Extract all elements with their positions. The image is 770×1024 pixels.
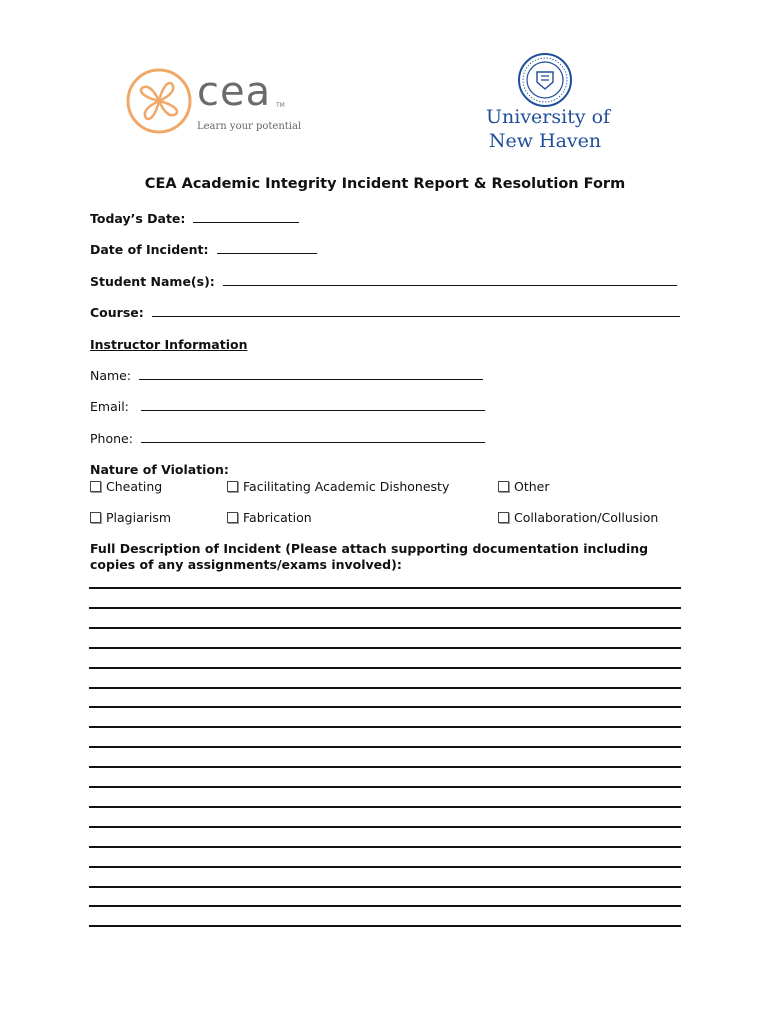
todays-date-field[interactable] (90, 211, 299, 226)
description-line[interactable] (89, 925, 681, 927)
instructor-email-line[interactable] (141, 399, 485, 411)
unh-name-line1: University of (486, 106, 611, 128)
student-names-field[interactable] (90, 274, 677, 289)
checkbox-icon[interactable] (227, 481, 238, 492)
option-label: Plagiarism (106, 510, 172, 525)
unh-name-line2: New Haven (488, 130, 602, 152)
description-line[interactable] (89, 826, 681, 828)
incident-date-line[interactable] (217, 242, 317, 254)
description-line[interactable] (89, 726, 681, 728)
description-line[interactable] (89, 846, 681, 848)
option-label: Fabrication (243, 510, 312, 525)
cea-tagline: Learn your potential (197, 121, 302, 132)
course-field[interactable] (90, 305, 680, 320)
checkbox-icon[interactable] (90, 512, 101, 523)
violation-option-fabrication[interactable] (227, 510, 312, 525)
description-line[interactable] (89, 667, 681, 669)
violation-option-plagiarism[interactable] (90, 510, 171, 525)
student-names-label: Student Name(s): (90, 274, 215, 289)
course-label: Course: (90, 305, 144, 320)
description-line[interactable] (89, 607, 681, 609)
option-label: Cheating (106, 479, 163, 494)
checkbox-icon[interactable] (90, 481, 101, 492)
description-line[interactable] (89, 786, 681, 788)
cea-flower-icon (124, 66, 194, 136)
instructor-phone-line[interactable] (141, 431, 485, 443)
incident-date-label: Date of Incident: (90, 242, 209, 257)
cea-logo (124, 66, 304, 138)
instructor-name-line[interactable] (139, 368, 483, 380)
description-line[interactable] (89, 886, 681, 888)
cea-wordmark: cea (197, 69, 272, 115)
student-names-line[interactable] (223, 274, 677, 286)
violation-option-other[interactable] (498, 479, 550, 494)
checkbox-icon[interactable] (227, 512, 238, 523)
instructor-heading: Instructor Information (90, 337, 248, 352)
option-label: Facilitating Academic Dishonesty (243, 479, 450, 494)
checkbox-icon[interactable] (498, 512, 509, 523)
description-line[interactable] (89, 587, 681, 589)
description-label: Full Description of Incident (Please attach supporting documentation including copies of any assignments/exams involved): (90, 541, 649, 572)
description-line[interactable] (89, 746, 681, 748)
violation-option-cheating[interactable] (90, 479, 162, 494)
description-line[interactable] (89, 627, 681, 629)
violation-heading: Nature of Violation: (90, 462, 229, 477)
violation-option-collaboration[interactable] (498, 510, 658, 525)
todays-date-label: Today’s Date: (90, 211, 186, 226)
todays-date-line[interactable] (193, 211, 299, 223)
instructor-name-field[interactable] (90, 368, 483, 383)
description-line[interactable] (89, 766, 681, 768)
description-line[interactable] (89, 866, 681, 868)
violation-option-facilitating[interactable] (227, 479, 449, 494)
description-line[interactable] (89, 706, 681, 708)
course-line[interactable] (152, 305, 680, 317)
instructor-phone-label: Phone: (90, 431, 133, 446)
unh-seal-icon (517, 52, 573, 108)
checkbox-icon[interactable] (498, 481, 509, 492)
instructor-email-field[interactable] (90, 399, 485, 414)
cea-trademark: TM (276, 102, 285, 109)
instructor-email-label: Email: (90, 399, 129, 414)
description-line[interactable] (89, 687, 681, 689)
description-line[interactable] (89, 905, 681, 907)
incident-date-field[interactable] (90, 242, 317, 257)
option-label: Other (514, 479, 550, 494)
option-label: Collaboration/Collusion (514, 510, 659, 525)
unh-logo (486, 52, 611, 156)
instructor-phone-field[interactable] (90, 431, 485, 446)
description-line[interactable] (89, 647, 681, 649)
instructor-name-label: Name: (90, 368, 132, 383)
description-line[interactable] (89, 806, 681, 808)
form-title: CEA Academic Integrity Incident Report & Resolution Form (144, 176, 626, 192)
